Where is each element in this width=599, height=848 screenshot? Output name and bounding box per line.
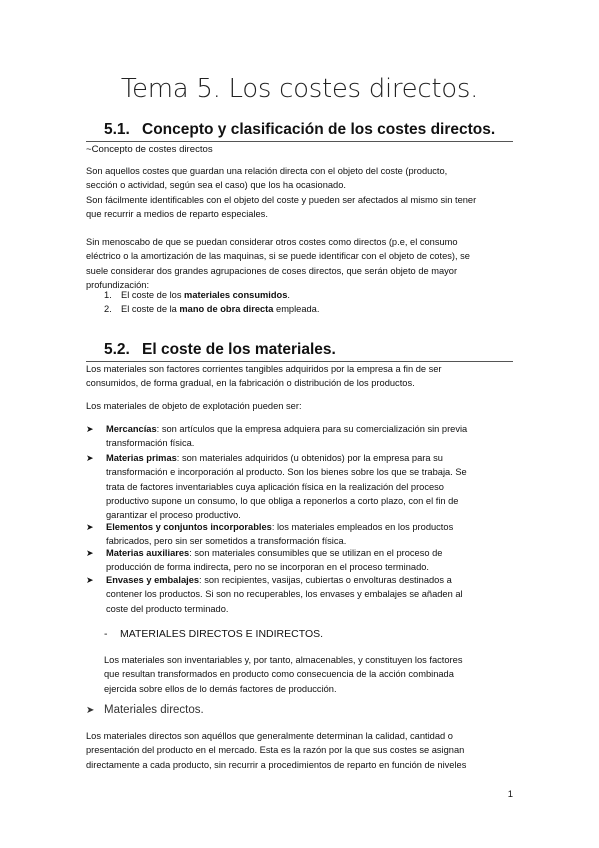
bullet-term: Mercancías	[106, 424, 157, 434]
text-line: transformación física.	[106, 438, 195, 449]
text-line: trata de factores inventariables cuya aplicación física en la realización del proceso	[106, 481, 444, 492]
text-line: garantizar el proceso productivo.	[106, 510, 241, 521]
text-line: transformación e incorporación al producto. Son los bienes sobre los que se trabaja. Se	[106, 467, 467, 478]
text-line: suele considerar dos grandes agrupaciones de coses directos, que serán objeto de mayor	[86, 265, 458, 276]
section-number: 5.1.	[104, 121, 130, 138]
section-heading-5-1	[104, 121, 495, 139]
arrow-bullet-icon: ➤	[86, 548, 94, 558]
text-line: sección o actividad, según sea el caso) que los ha ocasionado.	[86, 180, 346, 191]
text-line: profundización:	[86, 279, 150, 290]
text-line: Son aquellos costes que guardan una relación directa con el objeto del coste (producto,	[86, 166, 448, 176]
section-number: 5.2.	[104, 341, 130, 358]
paragraph	[86, 164, 516, 221]
text-line: eléctrico o la amortización de las maquinas, si se puede identificar con el objeto de cotes), se	[86, 251, 470, 262]
dash-marker: -	[104, 628, 108, 640]
paragraph	[86, 235, 516, 292]
text-line: productivo supone un consumo, lo que obliga a reponerlos a corto plazo, con el fin de	[106, 495, 459, 506]
list-bold-text: mano de obra directa	[179, 304, 274, 315]
numbered-list	[104, 288, 319, 317]
text-line: que recurrir a medios de reparto especiales.	[86, 208, 268, 219]
paragraph	[86, 362, 516, 391]
text-line: presentación del producto en el mercado. Esta es la razón por la que sus costes se asignan	[86, 745, 465, 756]
list-bold-text: materiales consumidos	[184, 290, 288, 300]
text-line: ejercida sobre ellos de lo demás factores de producción.	[104, 683, 337, 694]
text-line: Son fácilmente identificables con el objeto del coste y pueden ser afectados al mismo sin tener	[86, 194, 477, 205]
list-text: .	[287, 290, 290, 300]
bullet-text: : son recipientes, vasijas, cubiertas o envolturas destinados a	[199, 575, 452, 585]
paragraph	[104, 653, 514, 696]
paragraph	[86, 729, 516, 772]
bullet-text: : son materiales adquiridos (u obtenidos) por la empresa para su	[176, 453, 443, 463]
text-line: contener los productos. Si son no recuperables, los envases y embalajes se añaden al	[106, 589, 463, 600]
text-line	[106, 546, 516, 560]
arrow-bullet-icon: ➤	[86, 705, 95, 716]
text-line: coste del producto terminado.	[106, 603, 229, 614]
list-text: El coste de los	[121, 290, 185, 300]
list-text: empleada.	[273, 304, 320, 315]
arrow-bullet-icon: ➤	[86, 424, 94, 434]
list-item	[104, 288, 319, 302]
subheading: ~Concepto de costes directos	[86, 144, 213, 155]
text-line	[106, 520, 516, 534]
bullet-term: Materias primas	[106, 453, 177, 463]
text-line	[106, 573, 516, 587]
section-rule	[86, 141, 513, 142]
text-line: Los materiales son factores corrientes tangibles adquiridos por la empresa a fin de ser	[86, 364, 442, 374]
list-item	[104, 302, 319, 316]
subsection-heading	[104, 628, 323, 640]
text-line: que resultan transformados en producto como consecuencia de la acción combinada	[104, 669, 454, 680]
text-line: directamente a cada producto, sin recurrir a procedimientos de reparto en función de niveles	[86, 759, 467, 770]
list-text: El coste de la	[121, 304, 180, 315]
arrow-bullet-icon: ➤	[86, 453, 94, 463]
document-title: Tema 5. Los costes directos.	[120, 74, 479, 104]
text-line: Los materiales son inventariables y, por tanto, almacenables, y constituyen los factores	[104, 655, 463, 665]
section-title: El coste de los materiales.	[142, 341, 336, 358]
arrow-bullet-icon: ➤	[86, 575, 94, 585]
page-number: 1	[507, 789, 513, 800]
bullet-term: Materias auxiliares	[106, 548, 190, 558]
level3-title: Materiales directos.	[104, 704, 204, 716]
bullet-text: : son materiales consumibles que se utilizan en el proceso de	[189, 548, 443, 558]
section-heading-5-2	[104, 341, 336, 359]
arrow-bullet-icon: ➤	[86, 522, 94, 532]
section-title: Concepto y clasificación de los costes directos.	[142, 121, 496, 138]
bullet-term: Elementos y conjuntos incorporables	[106, 522, 272, 532]
level3-heading	[86, 704, 204, 716]
text-line: Los materiales directos son aquéllos que generalmente determinan la calidad, cantidad o	[86, 731, 453, 741]
list-number: 1.	[104, 290, 112, 300]
text-line: fabricados, pero sin ser sometidos a transformación física.	[106, 536, 347, 547]
bullet-text: : son artículos que la empresa adquiera para su comercialización sin previa	[156, 424, 468, 434]
text-line	[106, 422, 516, 436]
text-line: Sin menoscabo de que se puedan considerar otros costes como directos (p.e, el consumo	[86, 237, 458, 247]
bullet-term: Envases y embalajes	[106, 575, 200, 585]
paragraph: Los materiales de objeto de explotación pueden ser:	[86, 401, 302, 411]
bullet-text: : los materiales empleados en los productos	[271, 522, 454, 532]
text-line	[106, 451, 516, 465]
subsection-title: MATERIALES DIRECTOS E INDIRECTOS.	[120, 628, 324, 640]
text-line: producción de forma indirecta, pero no se incorporan en el proceso terminado.	[106, 562, 429, 573]
list-number: 2.	[104, 304, 112, 315]
text-line: consumidos, de forma gradual, en la fabricación o distribución de los productos.	[86, 378, 415, 389]
